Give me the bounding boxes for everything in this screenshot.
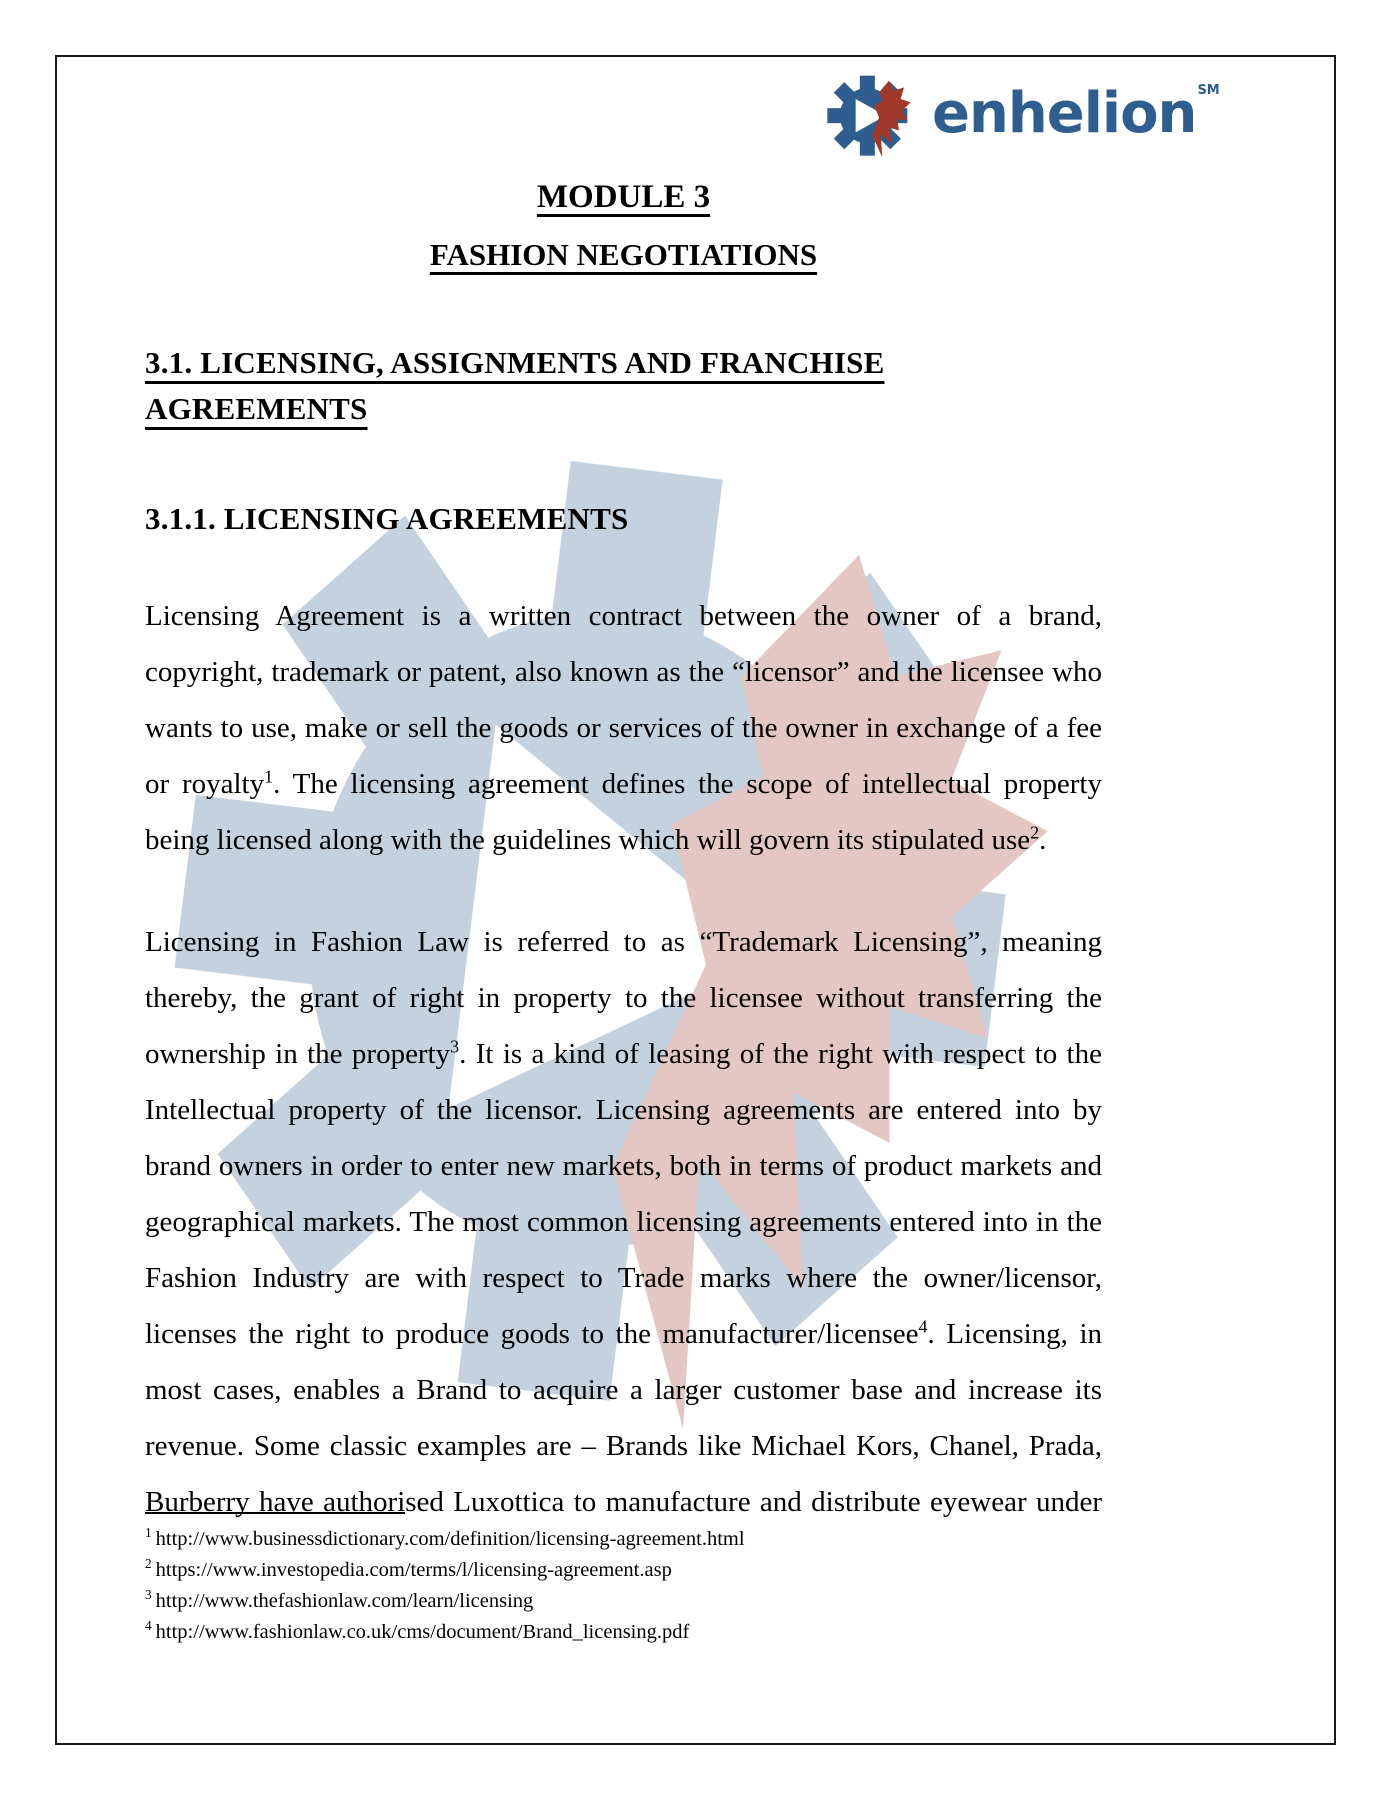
section-heading: 3.1. LICENSING, ASSIGNMENTS AND FRANCHISE AGREEMENTS (145, 345, 885, 426)
footnote-list (145, 1524, 1102, 1648)
footnote-ref: 1 (264, 766, 274, 787)
footnote-section (145, 1512, 1102, 1648)
footnote-item (145, 1555, 1102, 1586)
footnote-url: http://www.thefashionlaw.com/learn/licensing (155, 1590, 534, 1612)
logo-sm-mark: SM (1197, 83, 1220, 99)
footnote-url: https://www.investopedia.com/terms/l/licensing-agreement.asp (155, 1559, 672, 1581)
module-subtitle: FASHION NEGOTIATIONS (429, 237, 818, 272)
gear-with-play-icon (824, 64, 924, 164)
footnote-number: 4 (145, 1618, 152, 1634)
footnote-number: 3 (145, 1587, 152, 1603)
footnote-item (145, 1524, 1102, 1555)
footnote-ref: 4 (918, 1316, 928, 1337)
footnote-ref: 2 (1030, 822, 1040, 843)
logo-wordmark (932, 81, 1220, 146)
footnote-number: 1 (145, 1525, 152, 1541)
footnote-number: 2 (145, 1556, 152, 1572)
paragraph-trademark-licensing: Licensing in Fashion Law is referred to as “Trademark Licensing”, meaning thereby, the grant of right in property to the licensee without transferring the ownership in the property$^3$. It is a kind of leasing of the right with respect to the Intellectual property of the licensor. Licensing agreements are entered into by brand owners in order to enter new markets, both in terms of product markets and geographical markets. The most common licensing agreements entered into in the Fashion Industry are with respect to Trade marks where the owner/licensor, licenses the right to produce goods to the manufacturer/licensee$^4$. Licensing, in most cases, enables a Brand to acquire a larger customer base and increase its revenue. Some classic examples are – Brands like Michael Kors, Chanel, Prada, Burberry have authorised Luxottica to manufacture and distribute eyewear under (145, 926, 1102, 1518)
footnote-item (145, 1617, 1102, 1648)
enhelion-logo (824, 64, 1219, 164)
sub-section-heading: 3.1.1. LICENSING AGREEMENTS (145, 501, 629, 536)
paragraph-licensing-definition: Licensing Agreement is a written contract between the owner of a brand, copyright, trademark or patent, also known as the “licensor” and the licensee who wants to use, make or sell the goods or services of the owner in exchange of a fee or royalty$^1$. The licensing agreement defines the scope of intellectual property being licensed along with the guidelines which will govern its stipulated use$^2$. (145, 600, 1102, 856)
document-content (145, 62, 1102, 1530)
module-title: MODULE 3 (536, 179, 711, 215)
logo-brand-text: enhelion (932, 81, 1197, 146)
footnote-item (145, 1586, 1102, 1617)
footnote-separator-rule (145, 1512, 405, 1514)
footnote-url: http://www.businessdictionary.com/definition/licensing-agreement.html (155, 1528, 745, 1550)
footnote-ref: 3 (450, 1036, 460, 1057)
footnote-url: http://www.fashionlaw.co.uk/cms/document/Brand_licensing.pdf (155, 1621, 690, 1643)
